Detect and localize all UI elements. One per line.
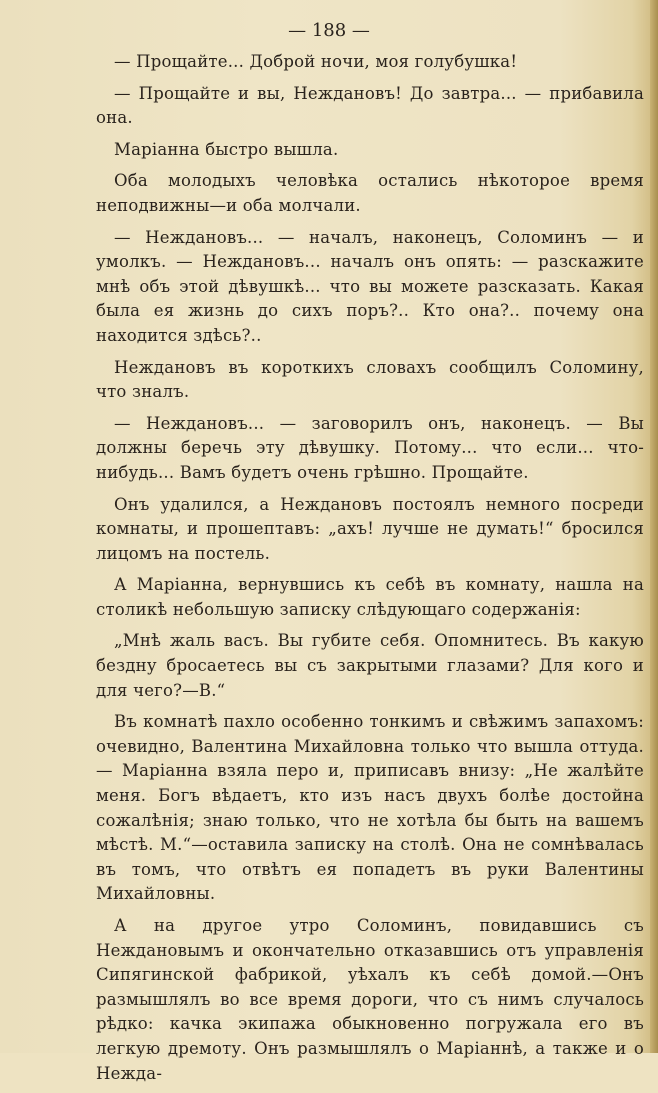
paragraph: „Мнѣ жаль васъ. Вы губите себя. Опомнитесь. Въ какую бездну бросаетесь вы съ закрытыми глазами? Для кого и для чего?—В.“ — [96, 631, 644, 700]
paragraph: — Прощайте и вы, Неждановъ! До завтра... — прибавила она. — [96, 83, 644, 128]
paragraph: А Маріанна, вернувшись къ себѣ въ комнату, нашла на столикѣ небольшую записку слѣдующаго содержанія: — [96, 575, 644, 619]
paragraph: Маріанна быстро вышла. — [114, 139, 339, 159]
page-text — [96, 50, 644, 1093]
paragraph: Онъ удалился, а Неждановъ постоялъ немного посреди комнаты, и прошептавъ: „ахъ! лучше не думать!“ бросился лицомъ на постель. — [96, 494, 644, 563]
paragraph: — Прощайте... Доброй ночи, моя голубушка! — [114, 52, 518, 71]
paragraph: А на другое утро Соломинъ, повидавшись съ Неждановымъ и окончательно отказавшись отъ управленія Сипягинской фабрикой, уѣхалъ къ себѣ домой.—Онъ размышлялъ во все время дороги, что съ нимъ случалось рѣдко: качка экипажа обыкновенно погружала его въ легкую дремоту. Онъ размышлялъ о Маріаннѣ, а также и о Нежда- — [96, 916, 644, 1083]
paragraph: Въ комнатѣ пахло особенно тонкимъ и свѣжимъ запахомъ: очевидно, Валентина Михайловна только что вышла оттуда. — Маріанна взяла перо и, приписавъ внизу: „Не жалѣйте меня. Богъ вѣдаетъ, кто изъ насъ двухъ болѣе достойна сожалѣнія; знаю только, что не хотѣла бы быть на вашемъ мѣстѣ. М.“—оставила записку на столѣ. Она не сомнѣвалась въ томъ, что отвѣтъ ея попадетъ въ руки Валентины Михайловны. — [96, 712, 644, 904]
paragraph: Оба молодыхъ человѣка остались нѣкоторое время неподвижны—и оба молчали. — [96, 171, 644, 215]
page-edge — [650, 0, 658, 1053]
page-number: — 188 — — [288, 20, 370, 41]
paragraph: Неждановъ въ короткихъ словахъ сообщилъ Соломину, что зналъ. — [96, 357, 644, 402]
paragraph: — Неждановъ... — заговорилъ онъ, наконецъ. — Вы должны беречь эту дѣвушку. Потому... что если... что-нибудь... Вамъ будетъ очень грѣшно. Прощайте. — [96, 413, 644, 482]
paragraph: — Неждановъ... — началъ, наконецъ, Соломинъ — и умолкъ. — Неждановъ... началъ онъ опять: — разскажите мнѣ объ этой дѣвушкѣ... что вы можете разсказать. Какая была ея жизнь до сихъ поръ?.. Кто она?.. почему она находится здѣсь?.. — [96, 227, 644, 345]
